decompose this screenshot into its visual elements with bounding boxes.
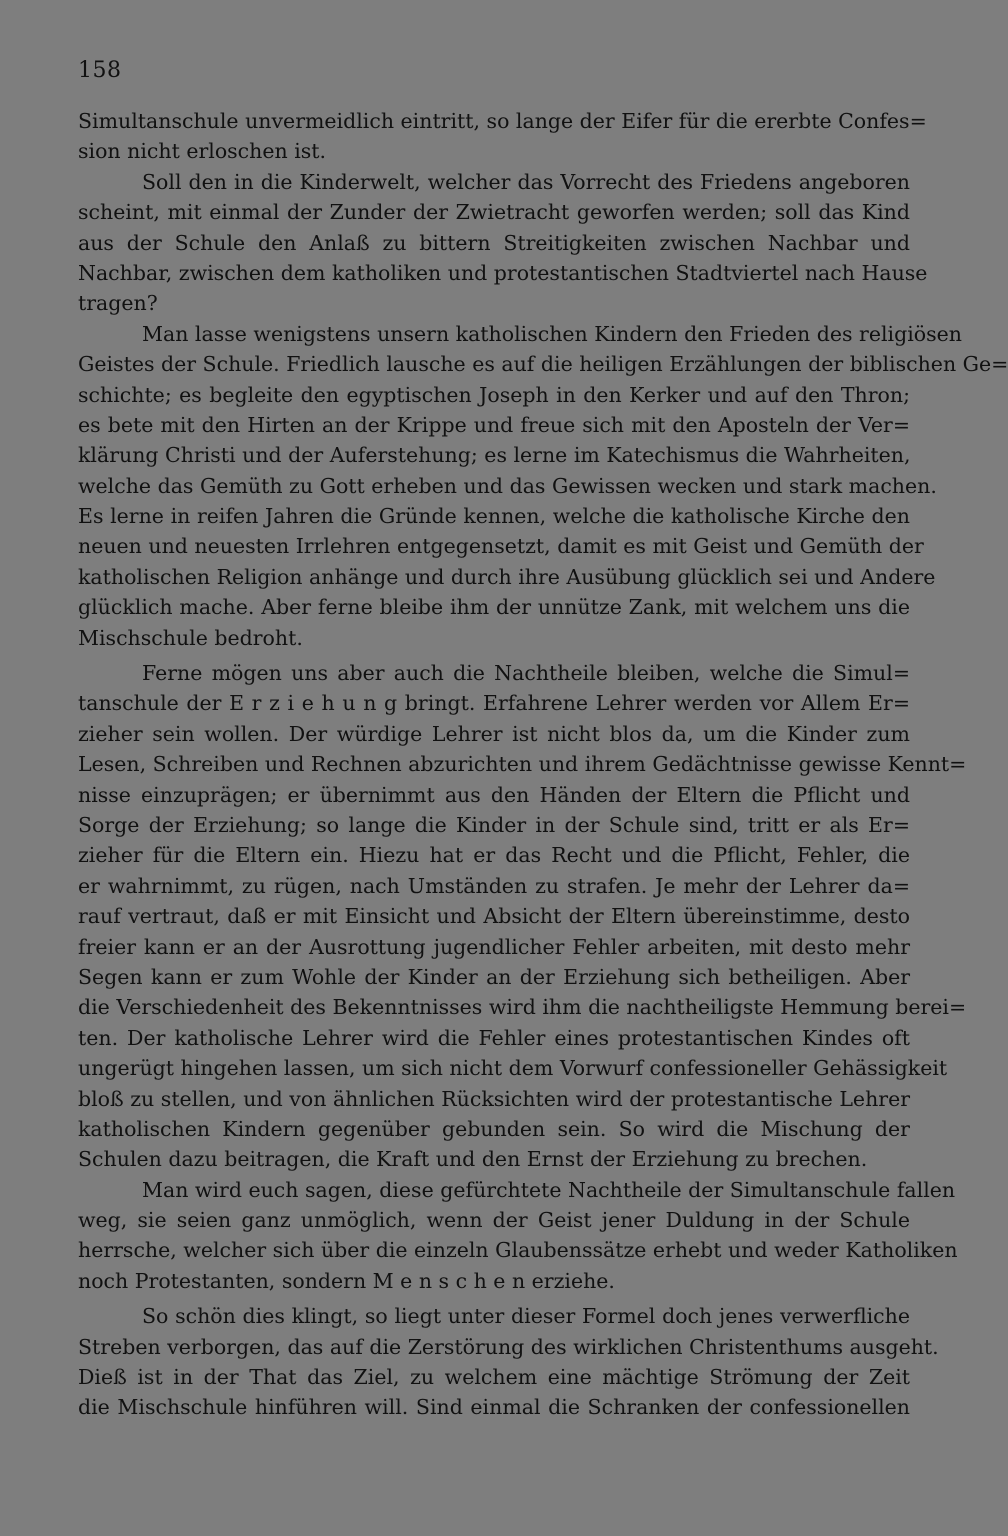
text-line: Dieß ist in der That das Ziel, zu welchem eine mächtige Strömung der Zeit xyxy=(78,1365,910,1390)
text-line: Ferne mögen uns aber auch die Nachtheile bleiben, welche die Simul= xyxy=(142,661,910,686)
text-line: nisse einzuprägen; er übernimmt aus den Händen der Eltern die Pflicht und xyxy=(78,782,910,807)
text-line: Schulen dazu beitragen, die Kraft und den Ernst der Erziehung zu brechen. xyxy=(78,1147,868,1172)
page-number: 158 xyxy=(78,58,122,83)
text-line: bloß zu stellen, und von ähnlichen Rücksichten wird der protestantische Lehrer xyxy=(78,1086,910,1111)
body-text xyxy=(78,106,1008,1423)
text-line: Sorge der Erziehung; so lange die Kinder in der Schule sind, tritt er als Er= xyxy=(78,812,910,837)
text-line: Geistes der Schule. Friedlich lausche es auf die heiligen Erzählungen der biblischen Ge= xyxy=(78,352,1008,377)
text-line: weg, sie seien ganz unmöglich, wenn der Geist jener Duldung in der Schule xyxy=(78,1208,910,1233)
text-line: ungerügt hingehen lassen, um sich nicht dem Vorwurf confessioneller Gehässigkeit xyxy=(78,1056,948,1081)
text-line: ten. Der katholische Lehrer wird die Fehler eines protestantischen Kindes oft xyxy=(78,1025,910,1050)
text-line: noch Protestanten, sondern M e n s c h e n erziehe. xyxy=(78,1268,615,1293)
text-line: er wahrnimmt, zu rügen, nach Umständen zu strafen. Je mehr der Lehrer da= xyxy=(78,873,910,898)
text-line: scheint, mit einmal der Zunder der Zwietracht geworfen werden; soll das Kind xyxy=(78,200,910,225)
text-line: tragen? xyxy=(78,291,158,316)
text-line: Segen kann er zum Wohle der Kinder an der Erziehung sich betheiligen. Aber xyxy=(78,964,910,989)
text-line: Man lasse wenigstens unsern katholischen Kindern den Frieden des religiösen xyxy=(142,321,962,346)
text-line: rauf vertraut, daß er mit Einsicht und Absicht der Eltern übereinstimme, desto xyxy=(78,904,910,929)
text-line: Lesen, Schreiben und Rechnen abzurichten und ihrem Gedächtnisse gewisse Kennt= xyxy=(78,752,967,777)
text-line: herrsche, welcher sich über die einzeln Glaubenssätze erhebt und weder Katholiken xyxy=(78,1238,958,1263)
text-line: Man wird euch sagen, diese gefürchtete Nachtheile der Simultanschule fallen xyxy=(142,1177,956,1202)
text-line: katholischen Religion anhänge und durch ihre Ausübung glücklich sei und Andere xyxy=(78,564,936,589)
text-line: schichte; es begleite den egyptischen Joseph in den Kerker und auf den Thron; xyxy=(78,382,910,407)
text-line: Mischschule bedroht. xyxy=(78,625,303,650)
text-line: zieher für die Eltern ein. Hiezu hat er das Recht und die Pflicht, Fehler, die xyxy=(78,843,910,868)
text-line: Streben verborgen, das auf die Zerstörung des wirklichen Christenthums ausgeht. xyxy=(78,1334,939,1359)
text-line: sion nicht erloschen ist. xyxy=(78,139,327,164)
text-line: Soll den in die Kinderwelt, welcher das Vorrecht des Friedens angeboren xyxy=(142,169,910,194)
text-line: So schön dies klingt, so liegt unter dieser Formel doch jenes verwerfliche xyxy=(142,1304,910,1329)
text-line: Simultanschule unvermeidlich eintritt, so lange der Eifer für die ererbte Confes= xyxy=(78,109,927,133)
text-line: Es lerne in reifen Jahren die Gründe kennen, welche die katholische Kirche den xyxy=(78,504,910,529)
text-line: glücklich mache. Aber ferne bleibe ihm der unnütze Zank, mit welchem uns die xyxy=(78,595,910,620)
text-line: freier kann er an der Ausrottung jugendlicher Fehler arbeiten, mit desto mehr xyxy=(78,934,910,959)
text-line: welche das Gemüth zu Gott erheben und das Gewissen wecken und stark machen. xyxy=(78,473,937,498)
text-line: die Mischschule hinführen will. Sind einmal die Schranken der confessionellen xyxy=(78,1395,910,1420)
text-line: zieher sein wollen. Der würdige Lehrer ist nicht blos da, um die Kinder zum xyxy=(78,721,910,746)
text-line: es bete mit den Hirten an der Krippe und freue sich mit den Aposteln der Ver= xyxy=(78,412,910,437)
text-line: tanschule der E r z i e h u n g bringt. Erfahrene Lehrer werden vor Allem Er= xyxy=(78,691,910,716)
text-line: katholischen Kindern gegenüber gebunden sein. So wird die Mischung der xyxy=(78,1116,910,1141)
text-line: neuen und neuesten Irrlehren entgegensetzt, damit es mit Geist und Gemüth der xyxy=(78,534,924,559)
text-line: aus der Schule den Anlaß zu bittern Streitigkeiten zwischen Nachbar und xyxy=(78,230,910,255)
text-line: Nachbar, zwischen dem katholiken und protestantischen Stadtviertel nach Hause xyxy=(78,260,928,285)
text-line: die Verschiedenheit des Bekenntnisses wird ihm die nachtheiligste Hemmung berei= xyxy=(78,995,967,1020)
text-line: klärung Christi und der Auferstehung; es lerne im Katechismus die Wahrheiten, xyxy=(78,443,911,468)
